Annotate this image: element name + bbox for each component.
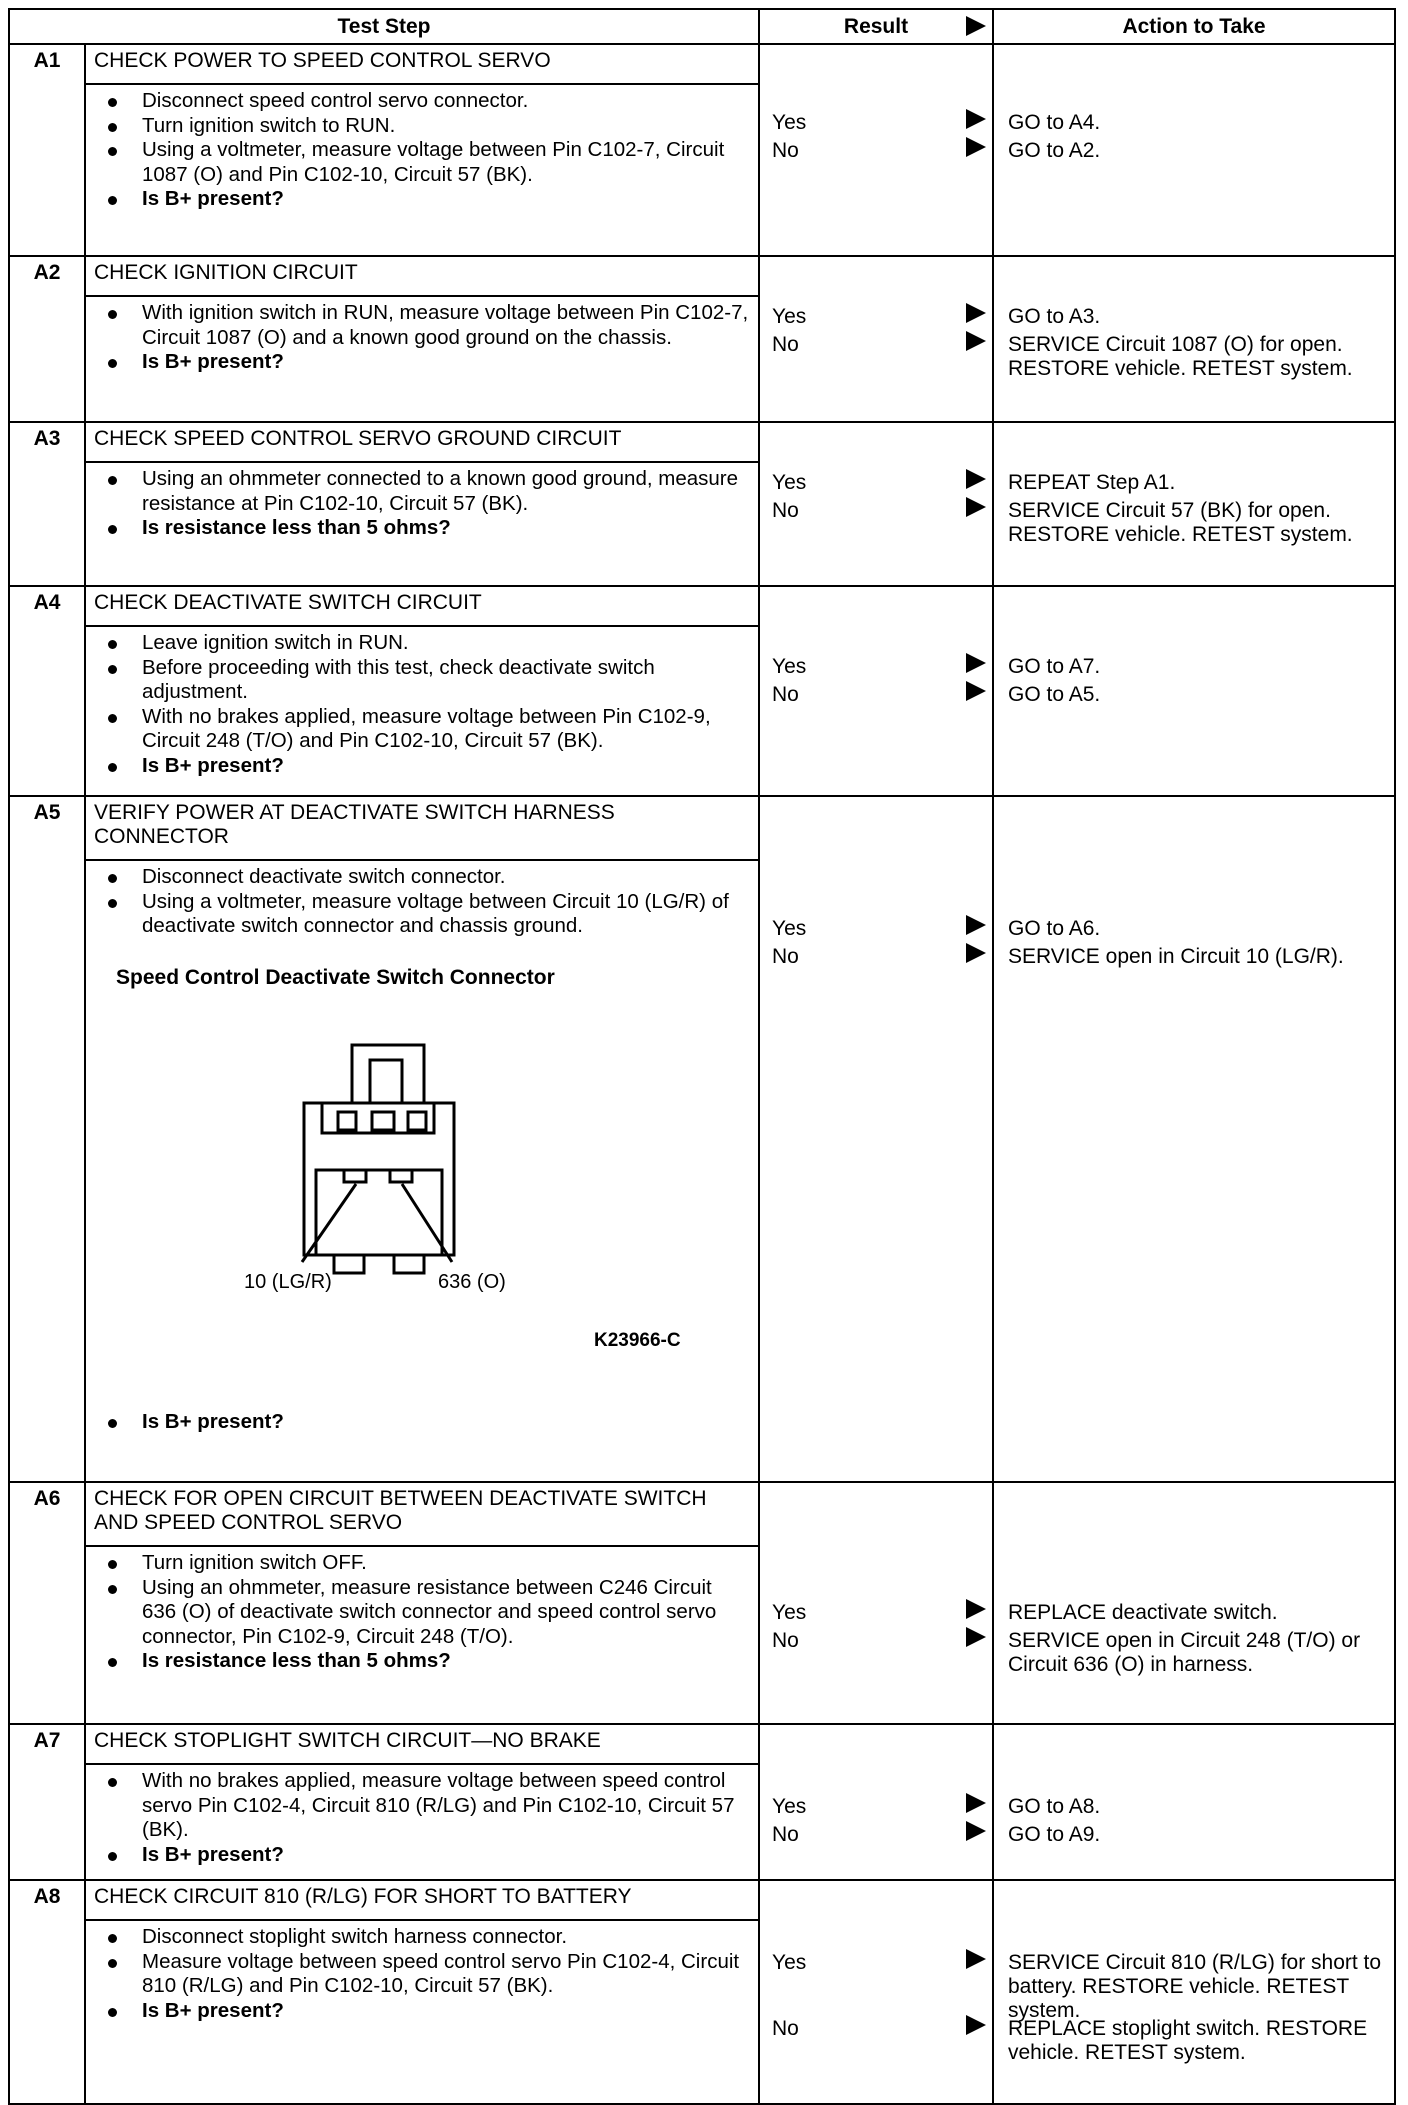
action-text: GO to A4.: [1008, 111, 1101, 134]
connector-foot-right: [394, 1255, 424, 1273]
arrow-right-icon: [966, 137, 986, 157]
step-bullet: Using an ohmmeter, measure resistance between C246 Circuit 636 (O) of deactivate switch connector and speed control servo connector, Pin C102-9, Circuit 248 (T/O).: [142, 1576, 750, 1650]
step-bullet: Disconnect stoplight switch harness connector.: [142, 1925, 750, 1950]
step-question: Is B+ present?: [142, 1843, 750, 1868]
action-cell: [993, 586, 1395, 796]
step-id: A6: [9, 1482, 85, 1724]
step-question: Is B+ present?: [142, 187, 750, 212]
action-text: GO to A7.: [1008, 655, 1101, 678]
step-bullet-list: [94, 865, 750, 939]
step-body: [85, 626, 759, 796]
result-cell: [759, 422, 993, 586]
step-title-row: [9, 1880, 1395, 1920]
action-cell: [993, 256, 1395, 422]
arrow-right-icon: [966, 303, 986, 323]
step-question-list: [94, 350, 750, 375]
step-question: Is resistance less than 5 ohms?: [142, 516, 750, 541]
step-question-list: [94, 754, 750, 779]
table-body: [9, 44, 1395, 2104]
result-label: No: [772, 499, 799, 522]
step-body: [85, 1764, 759, 1880]
header-test-step: Test Step: [9, 9, 759, 44]
action-text: GO to A5.: [1008, 683, 1101, 706]
step-body: [85, 296, 759, 422]
terminal-label-left: 10 (LG/R): [244, 1270, 332, 1293]
result-label: Yes: [772, 305, 807, 328]
step-bullet: With no brakes applied, measure voltage between speed control servo Pin C102-4, Circuit 810 (R/LG) and Pin C102-10, Circuit 57 (BK).: [142, 1769, 750, 1843]
step-bullet: Leave ignition switch in RUN.: [142, 631, 750, 656]
action-cell: [993, 44, 1395, 256]
step-bullet: Using a voltmeter, measure voltage between Circuit 10 (LG/R) of deactivate switch connector and chassis ground.: [142, 890, 750, 939]
terminal-right: [390, 1170, 412, 1182]
figure-id: K23966-C: [594, 1329, 681, 1351]
step-question: Is resistance less than 5 ohms?: [142, 1649, 750, 1674]
arrow-right-icon: [966, 16, 986, 36]
action-text: GO to A3.: [1008, 305, 1101, 328]
action-text: SERVICE Circuit 810 (R/LG) for short to battery. RESTORE vehicle. RETEST system.: [1008, 1951, 1382, 2023]
step-bullet: With no brakes applied, measure voltage between Pin C102-9, Circuit 248 (T/O) and Pin C102-10, Circuit 57 (BK).: [142, 705, 750, 754]
result-label: No: [772, 945, 799, 968]
arrow-right-icon: [966, 1627, 986, 1647]
arrow-right-icon: [966, 915, 986, 935]
result-label: Yes: [772, 917, 807, 940]
result-cell: [759, 1880, 993, 2104]
header-result-label: Result: [843, 14, 909, 38]
step-title: CHECK SPEED CONTROL SERVO GROUND CIRCUIT: [85, 422, 759, 462]
header-result: [759, 9, 993, 44]
result-cell: [759, 44, 993, 256]
step-id: A2: [9, 256, 85, 422]
result-label: No: [772, 333, 799, 356]
step-bullet-list: [94, 467, 750, 516]
action-cell: [993, 422, 1395, 586]
terminal-label-right: 636 (O): [438, 1270, 506, 1293]
step-bullet: Using a voltmeter, measure voltage between Pin C102-7, Circuit 1087 (O) and Pin C102-10, Circuit 57 (BK).: [142, 138, 750, 187]
step-bullet-list: [94, 631, 750, 754]
action-text: REPLACE deactivate switch.: [1008, 1601, 1278, 1624]
action-text: SERVICE Circuit 57 (BK) for open. RESTORE vehicle. RETEST system.: [1008, 499, 1353, 547]
diagnostic-table: [8, 8, 1396, 2105]
step-body: [85, 462, 759, 586]
connector-foot-left: [334, 1255, 364, 1273]
step-id: A1: [9, 44, 85, 256]
action-text: SERVICE open in Circuit 10 (LG/R).: [1008, 945, 1344, 968]
leader-line-left: [302, 1184, 356, 1262]
result-cell: [759, 1482, 993, 1724]
action-text: GO to A6.: [1008, 917, 1101, 940]
action-cell: [993, 1482, 1395, 1724]
result-cell: [759, 256, 993, 422]
step-question-list: [94, 1649, 750, 1674]
header-action: Action to Take: [993, 9, 1395, 44]
step-question: Is B+ present?: [142, 1410, 750, 1435]
step-question: Is B+ present?: [142, 1999, 750, 2024]
step-title-row: [9, 586, 1395, 626]
result-cell: [759, 796, 993, 1482]
step-id: A7: [9, 1724, 85, 1880]
result-cell: [759, 1724, 993, 1880]
action-text: REPLACE stoplight switch. RESTORE vehicle. RETEST system.: [1008, 2017, 1368, 2065]
action-text: SERVICE open in Circuit 248 (T/O) or Circuit 636 (O) in harness.: [1008, 1629, 1361, 1677]
arrow-right-icon: [966, 653, 986, 673]
result-label: No: [772, 2017, 799, 2040]
result-cell: [759, 586, 993, 796]
step-title-row: [9, 422, 1395, 462]
arrow-right-icon: [966, 1793, 986, 1813]
connector-latch-inner: [370, 1060, 402, 1103]
step-bullet: Disconnect speed control servo connector.: [142, 89, 750, 114]
step-bullet: Measure voltage between speed control servo Pin C102-4, Circuit 810 (R/LG) and Pin C102-10, Circuit 57 (BK).: [142, 1950, 750, 1999]
step-body: [85, 1546, 759, 1724]
result-label: Yes: [772, 1795, 807, 1818]
step-title: CHECK CIRCUIT 810 (R/LG) FOR SHORT TO BATTERY: [85, 1880, 759, 1920]
connector-notch-left: [338, 1112, 356, 1130]
arrow-right-icon: [966, 943, 986, 963]
action-cell: [993, 1724, 1395, 1880]
step-title: CHECK FOR OPEN CIRCUIT BETWEEN DEACTIVATE SWITCH AND SPEED CONTROL SERVO: [85, 1482, 759, 1546]
arrow-right-icon: [966, 1599, 986, 1619]
step-bullet: With ignition switch in RUN, measure voltage between Pin C102-7, Circuit 1087 (O) and a known good ground on the chassis.: [142, 301, 749, 349]
action-text: SERVICE Circuit 1087 (O) for open. RESTORE vehicle. RETEST system.: [1008, 333, 1353, 381]
connector-notch-mid: [372, 1112, 394, 1130]
step-bullet: Using an ohmmeter connected to a known good ground, measure resistance at Pin C102-10, Circuit 57 (BK).: [142, 467, 750, 516]
step-title: CHECK IGNITION CIRCUIT: [85, 256, 759, 296]
arrow-right-icon: [966, 2015, 986, 2035]
terminal-left: [344, 1170, 366, 1182]
connector-notch-right: [408, 1112, 426, 1130]
step-id: A5: [9, 796, 85, 1482]
arrow-right-icon: [966, 109, 986, 129]
step-body: [85, 1920, 759, 2104]
step-title-row: [9, 256, 1395, 296]
step-bullet-list: [94, 89, 750, 187]
action-cell: [993, 796, 1395, 1482]
result-label: Yes: [772, 655, 807, 678]
step-question-list: [94, 516, 750, 541]
arrow-right-icon: [966, 331, 986, 351]
action-text: GO to A8.: [1008, 1795, 1101, 1818]
step-title: CHECK POWER TO SPEED CONTROL SERVO: [85, 44, 759, 84]
result-label: Yes: [772, 1951, 807, 1974]
step-question-list: [94, 187, 750, 212]
step-title-row: [9, 44, 1395, 84]
action-cell: [993, 1880, 1395, 2104]
arrow-right-icon: [966, 1949, 986, 1969]
step-body: [85, 84, 759, 256]
step-question-list: [94, 1410, 750, 1435]
action-text: REPEAT Step A1.: [1008, 471, 1176, 494]
result-label: No: [772, 1629, 799, 1652]
step-bullet: Turn ignition switch to RUN.: [142, 114, 750, 139]
arrow-right-icon: [966, 497, 986, 517]
connector-latch: [352, 1045, 424, 1103]
step-question: Is B+ present?: [142, 754, 750, 779]
result-label: No: [772, 139, 799, 162]
arrow-right-icon: [966, 681, 986, 701]
step-bullet-list: [94, 1551, 750, 1649]
result-label: Yes: [772, 111, 807, 134]
table-header-row: [9, 9, 1395, 44]
result-label: No: [772, 683, 799, 706]
action-text: GO to A2.: [1008, 139, 1101, 162]
step-title: CHECK DEACTIVATE SWITCH CIRCUIT: [85, 586, 759, 626]
step-bullet-list: [94, 1925, 750, 1999]
result-label: Yes: [772, 1601, 807, 1624]
step-title-row: [9, 1482, 1395, 1546]
result-label: No: [772, 1823, 799, 1846]
step-bullet-list: [94, 1769, 750, 1843]
step-body: [85, 860, 759, 1482]
action-text: GO to A9.: [1008, 1823, 1101, 1846]
step-id: A4: [9, 586, 85, 796]
step-title-row: [9, 1724, 1395, 1764]
step-bullet-list: [94, 301, 750, 350]
step-title-row: [9, 796, 1395, 860]
connector-figure: [94, 990, 750, 1410]
step-question-list: [94, 1999, 750, 2024]
step-bullet: Disconnect deactivate switch connector.: [142, 865, 750, 890]
result-label: Yes: [772, 471, 807, 494]
step-bullet: Before proceeding with this test, check deactivate switch adjustment.: [142, 656, 750, 705]
arrow-right-icon: [966, 469, 986, 489]
step-title: CHECK STOPLIGHT SWITCH CIRCUIT—NO BRAKE: [85, 1724, 759, 1764]
step-question: Is B+ present?: [142, 350, 750, 375]
leader-line-right: [402, 1184, 452, 1262]
arrow-right-icon: [966, 1821, 986, 1841]
step-question-list: [94, 1843, 750, 1868]
step-id: A8: [9, 1880, 85, 2104]
step-title: VERIFY POWER AT DEACTIVATE SWITCH HARNESS CONNECTOR: [85, 796, 759, 860]
step-id: A3: [9, 422, 85, 586]
step-bullet: Turn ignition switch OFF.: [142, 1551, 750, 1576]
figure-caption: Speed Control Deactivate Switch Connector: [116, 965, 555, 989]
